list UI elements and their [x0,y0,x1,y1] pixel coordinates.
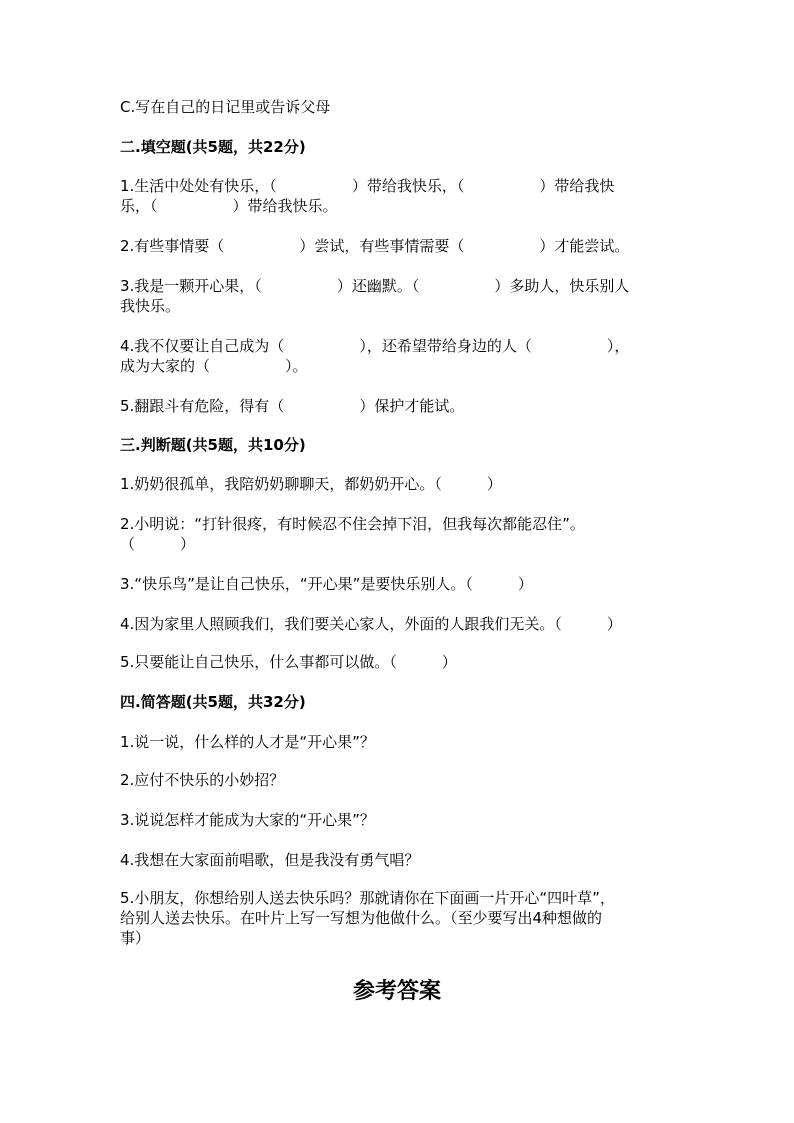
option-c: C.写在自己的日记里或告诉父母 [120,98,331,116]
fill-q4-line2: 成为大家的（ ）。 [120,357,308,375]
sa-q5-line2: 给别人送去快乐。在叶片上写一写想为他做什么。（至少要写出4种想做的 [120,909,603,927]
sa-q5-line1: 5.小朋友，你想给别人送去快乐吗？那就请你在下面画一片开心“四叶草”， [120,889,615,907]
sa-q2: 2.应付不快乐的小妙招？ [120,771,285,789]
fill-q1-line1: 1.生活中处处有快乐，（ ）带给我快乐，（ ）带给我快 [120,177,615,195]
sa-q4: 4.我想在大家面前唱歌，但是我没有勇气唱？ [120,851,420,869]
sa-q5-line3: 事） [120,929,151,947]
sa-q1: 1.说一说，什么样的人才是“开心果”？ [120,733,375,751]
tf-q5: 5.只要能让自己快乐，什么事都可以做。（ ） [120,653,457,671]
tf-q4: 4.因为家里人照顾我们，我们要关心家人，外面的人跟我们无关。（ ） [120,615,622,633]
tf-q2-line1: 2.小明说：“打针很疼，有时候忍不住会掉下泪，但我每次都能忍住”。 [120,515,585,533]
answer-key-title: 参考答案 [352,979,441,1004]
tf-q2-line2: （ ） [120,535,196,553]
section-heading-fill-blank: 二.填空题(共5题，共22分) [120,138,306,156]
fill-q3-line2: 我快乐。 [120,297,181,315]
section-heading-true-false: 三.判断题(共5题，共10分) [120,436,306,454]
fill-q3-line1: 3.我是一颗开心果，（ ）还幽默。（ ）多助人，快乐别人 [120,277,630,295]
section-heading-short-answer: 四.简答题(共5题，共32分) [120,693,306,711]
fill-q4-line1: 4.我不仅要让自己成为（ ），还希望带给身边的人（ ）， [120,337,630,355]
fill-q2: 2.有些事情要（ ）尝试，有些事情需要（ ）才能尝试。 [120,237,630,255]
fill-q5: 5.翻跟斗有危险，得有（ ）保护才能试。 [120,397,465,415]
tf-q1: 1.奶奶很孤单，我陪奶奶聊聊天，都奶奶开心。（ ） [120,475,502,493]
sa-q3: 3.说说怎样才能成为大家的“开心果”？ [120,811,375,829]
tf-q3: 3.“快乐鸟”是让自己快乐，“开心果”是要快乐别人。（ ） [120,575,533,593]
fill-q1-line2: 乐，（ ）带给我快乐。 [120,197,338,215]
